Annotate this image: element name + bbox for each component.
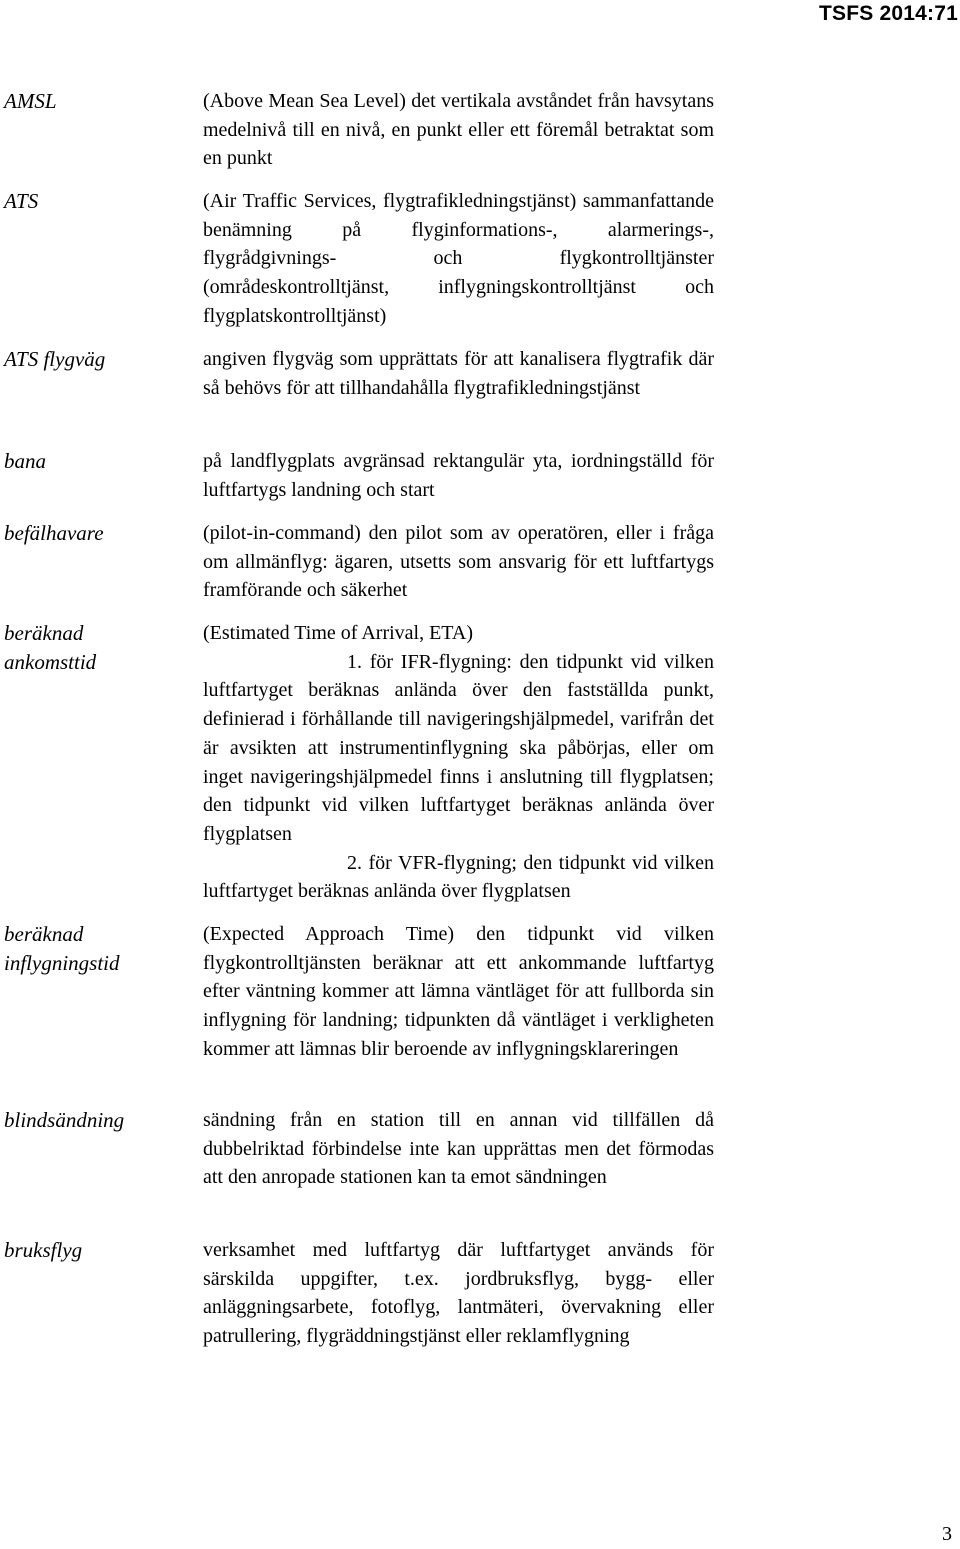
definition: [203, 187, 714, 331]
definition-text: (Air Traffic Services, flygtrafikledningstjänst) sammanfattande benämning på flyginformations-, alarmerings-, flygrådgivnings- och flygkontrolltjänster (områdeskontrolltjänst, inflygningskontrolltjänst och flygplatskontrolltjänst): [203, 190, 714, 327]
definition-item: 2. för VFR-flygning; den tidpunkt vid vilken luftfartyget beräknas anlända över flygplatsen: [203, 851, 714, 903]
term-line: ankomsttid: [4, 650, 97, 674]
document-id: TSFS 2014:71: [819, 2, 958, 25]
definition: [203, 1236, 714, 1351]
definition-text: (Expected Approach Time) den tidpunkt vid vilken flygkontrolltjänsten beräknar att ett ankommande luftfartyg efter väntning kommer att lämna väntläget för att fullborda sin inflygning för landning; tidpunkten då väntläget i verkligheten kommer att lämnas blir beroende av inflygningsklareringen: [203, 923, 714, 1060]
definition: [203, 87, 714, 173]
term: [4, 1236, 184, 1265]
definition: [203, 447, 714, 504]
term-line: blindsändning: [4, 1108, 125, 1132]
definition-text: (pilot-in-command) den pilot som av operatören, eller i fråga om allmänflyg: ägaren, utsetts som ansvarig för ett luftfartygs framförande och säkerhet: [203, 522, 714, 602]
term-line: befälhavare: [4, 521, 104, 545]
term: [4, 519, 184, 548]
definition-text: sändning från en station till en annan vid tillfällen då dubbelriktad förbindelse inte kan upprättas men det förmodas att den anropade stationen kan ta emot sändningen: [203, 1109, 714, 1189]
term: [4, 345, 184, 374]
definition-text: (Above Mean Sea Level) det vertikala avståndet från havsytans medelnivå till en nivå, en punkt eller ett föremål betraktat som en punkt: [203, 90, 714, 170]
definition-text: (Estimated Time of Arrival, ETA): [203, 622, 474, 644]
page-number: 3: [942, 1523, 952, 1545]
term: [4, 187, 184, 216]
definition: [203, 920, 714, 1064]
definition: [203, 1106, 714, 1192]
definition: [203, 619, 714, 906]
term-line: ATS: [4, 189, 39, 213]
definition-text: verksamhet med luftfartyg där luftfartyget används för särskilda uppgifter, t.ex. jordbruksflyg, bygg- eller anläggningsarbete, fotoflyg, lantmäteri, övervakning eller patrullering, flygräddningstjänst eller reklamflygning: [203, 1239, 714, 1348]
definition-text: på landflygplats avgränsad rektangulär yta, iordningställd för luftfartygs landning och start: [203, 450, 714, 501]
term-line: beräknad: [4, 922, 84, 946]
term: [4, 619, 184, 677]
definition-item: 1. för IFR-flygning: den tidpunkt vid vilken luftfartyget beräknas anlända över den fastställda punkt, definierad i förhållande till navigeringshjälpmedel, varifrån det är avsikten att instrumentinflygning ska påbörjas, eller om inget navigeringshjälpmedel finns i anslutning till flygplatsen; den tidpunkt vid vilken luftfartyget beräknas anlända över flygplatsen: [203, 650, 714, 845]
term-line: ATS flygväg: [4, 347, 106, 371]
term-line: bana: [4, 449, 46, 473]
term: [4, 1106, 184, 1135]
term-line: AMSL: [4, 89, 57, 113]
definition: [203, 345, 714, 402]
definition-text: angiven flygväg som upprättats för att kanalisera flygtrafik där så behövs för att tillhandahålla flygtrafikledningstjänst: [203, 348, 714, 399]
term-line: beräknad: [4, 621, 84, 645]
term: [4, 87, 184, 116]
term: [4, 447, 184, 476]
term: [4, 920, 184, 978]
definition: [203, 519, 714, 605]
term-line: inflygningstid: [4, 951, 120, 975]
term-line: bruksflyg: [4, 1238, 83, 1262]
